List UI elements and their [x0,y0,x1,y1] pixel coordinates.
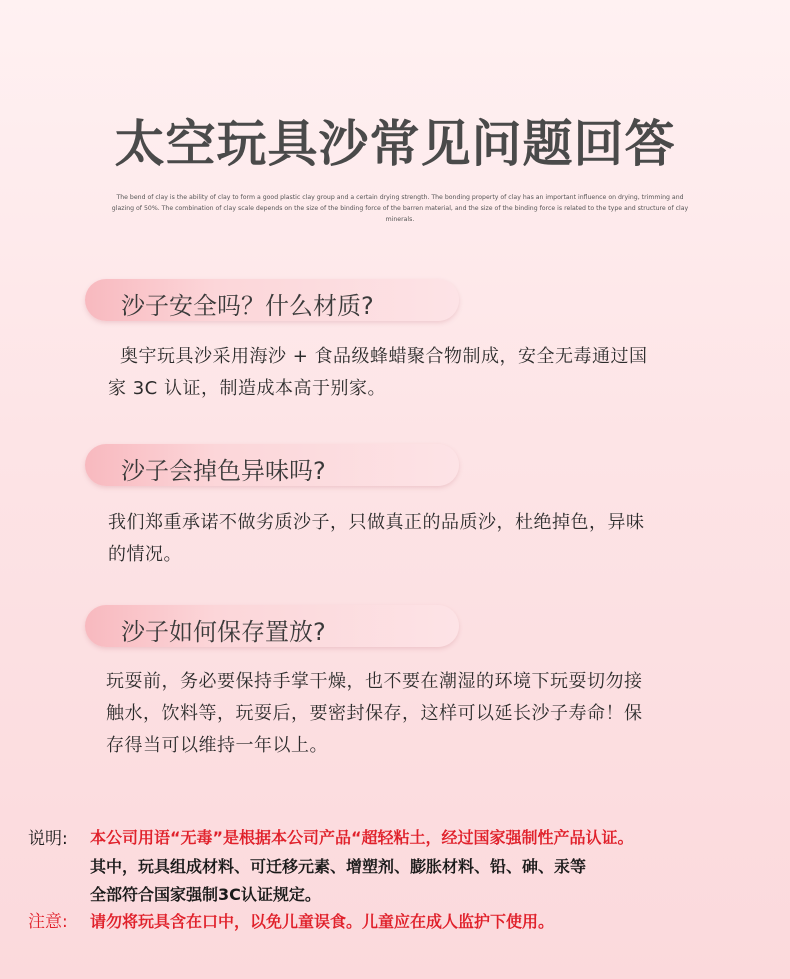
page-title: 太空玩具沙常见问题回答 [114,115,676,173]
faq-answer-2-line1: 我们郑重承诺不做劣质沙子，只做真正的品质沙，杜绝掉色，异味 [108,512,645,533]
faq-answer-1-line2: 家 3C 认证，制造成本高于别家。 [108,378,386,399]
faq-answer-2-line2: 的情况。 [108,544,182,565]
note-line-1: 本公司用语“无毒”是根据本公司产品“超轻粘土，经过国家强制性产品认证。 [90,828,634,847]
page-subtitle: The bend of clay is the ability of clay to form a good plastic clay group and a certain drying strength. The bonding property of clay has an important influence on drying, trimming and glazing of 50%. The combination of clay scale depends on the size of the binding force of the barren material, and the size of the binding force is related to the type and structure of clay minerals. [111,194,689,223]
faq-question-3-text: 沙子如何保存置放? [121,618,326,646]
faq-answer-3-line1: 玩耍前，务必要保持手掌干燥，也不要在潮湿的环境下玩耍切勿接 [106,671,643,692]
faq-question-2-text: 沙子会掉色异味吗? [121,457,326,485]
faq-question-2 [85,444,459,486]
faq-answer-3 [106,666,746,762]
faq-question-1-text: 沙子安全吗？什么材质? [121,292,374,320]
faq-answer-2 [108,507,748,571]
faq-question-3 [85,605,459,647]
faq-answer-1 [108,341,750,405]
faq-answer-3-line2: 触水，饮料等，玩耍后，要密封保存，这样可以延长沙子寿命！保 [106,703,643,724]
note-line-4: 请勿将玩具含在口中，以免儿童误食。儿童应在成人监护下使用。 [90,912,555,931]
note-label-warning: 注意: [28,912,68,932]
faq-answer-1-line1: 奥宇玩具沙采用海沙 + 食品级蜂蜡聚合物制成，安全无毒通过国 [120,346,648,367]
note-line-2: 其中，玩具组成材料、可迁移元素、增塑剂、膨胀材料、铅、砷、汞等 [90,857,587,876]
note-label-explanation: 说明: [28,829,68,849]
faq-answer-3-line3: 存得当可以维持一年以上。 [106,735,328,756]
faq-question-1 [85,279,459,321]
note-line-3: 全部符合国家强制3C认证规定。 [90,885,321,904]
